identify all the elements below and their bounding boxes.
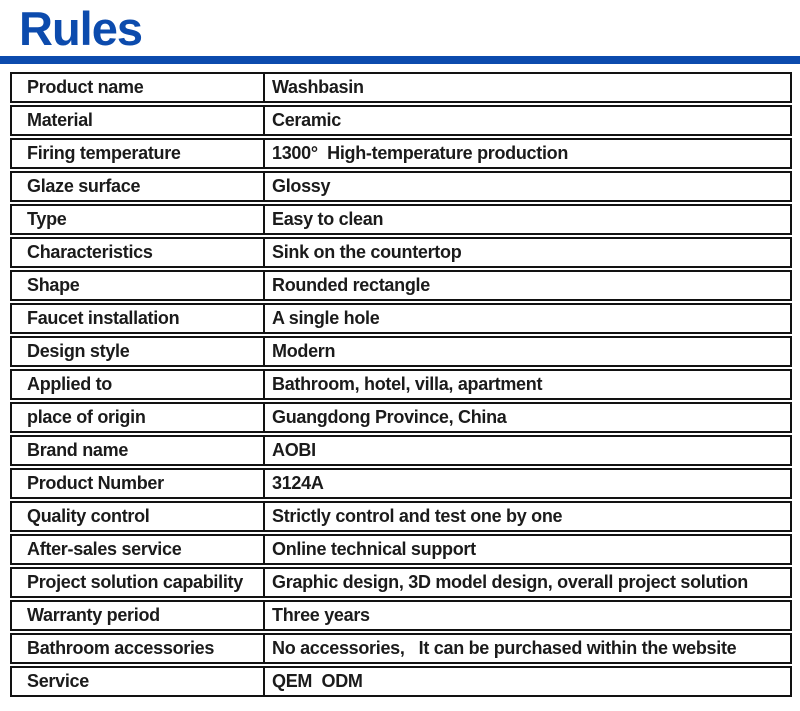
spec-label: Project solution capability <box>10 567 263 598</box>
spec-value: Washbasin <box>263 72 792 103</box>
spec-label: Characteristics <box>10 237 263 268</box>
table-row <box>10 105 792 136</box>
product-spec-table <box>10 70 792 699</box>
spec-value: Sink on the countertop <box>263 237 792 268</box>
spec-value: Ceramic <box>263 105 792 136</box>
page-title: Rules <box>19 2 142 55</box>
table-row <box>10 402 792 433</box>
spec-label: Applied to <box>10 369 263 400</box>
table-row <box>10 171 792 202</box>
spec-value: QEM ODM <box>263 666 792 697</box>
table-row <box>10 666 792 697</box>
spec-value: 1300° High-temperature production <box>263 138 792 169</box>
table-row <box>10 72 792 103</box>
table-row <box>10 303 792 334</box>
table-row <box>10 633 792 664</box>
spec-value: Rounded rectangle <box>263 270 792 301</box>
spec-label: place of origin <box>10 402 263 433</box>
spec-label: Firing temperature <box>10 138 263 169</box>
table-row <box>10 204 792 235</box>
spec-label: Product Number <box>10 468 263 499</box>
table-row <box>10 237 792 268</box>
spec-label: Faucet installation <box>10 303 263 334</box>
spec-label: After-sales service <box>10 534 263 565</box>
spec-label: Quality control <box>10 501 263 532</box>
table-row <box>10 567 792 598</box>
spec-label: Warranty period <box>10 600 263 631</box>
spec-label: Shape <box>10 270 263 301</box>
spec-value: Glossy <box>263 171 792 202</box>
spec-value: A single hole <box>263 303 792 334</box>
spec-value: Easy to clean <box>263 204 792 235</box>
table-row <box>10 336 792 367</box>
spec-label: Bathroom accessories <box>10 633 263 664</box>
spec-value: Guangdong Province, China <box>263 402 792 433</box>
table-row <box>10 270 792 301</box>
spec-label: Material <box>10 105 263 136</box>
table-row <box>10 534 792 565</box>
spec-label: Service <box>10 666 263 697</box>
spec-value: 3124A <box>263 468 792 499</box>
spec-value: Bathroom, hotel, villa, apartment <box>263 369 792 400</box>
spec-value: Modern <box>263 336 792 367</box>
table-row <box>10 501 792 532</box>
spec-label: Glaze surface <box>10 171 263 202</box>
spec-value: AOBI <box>263 435 792 466</box>
spec-value: Graphic design, 3D model design, overall project solution <box>263 567 792 598</box>
table-row <box>10 468 792 499</box>
spec-label: Brand name <box>10 435 263 466</box>
table-row <box>10 435 792 466</box>
spec-value: Three years <box>263 600 792 631</box>
spec-value: Online technical support <box>263 534 792 565</box>
spec-value: No accessories, It can be purchased within the website <box>263 633 792 664</box>
table-row <box>10 600 792 631</box>
spec-label: Product name <box>10 72 263 103</box>
spec-label: Type <box>10 204 263 235</box>
spec-value: Strictly control and test one by one <box>263 501 792 532</box>
table-row <box>10 369 792 400</box>
spec-label: Design style <box>10 336 263 367</box>
table-row <box>10 138 792 169</box>
title-divider-bar <box>0 56 800 64</box>
